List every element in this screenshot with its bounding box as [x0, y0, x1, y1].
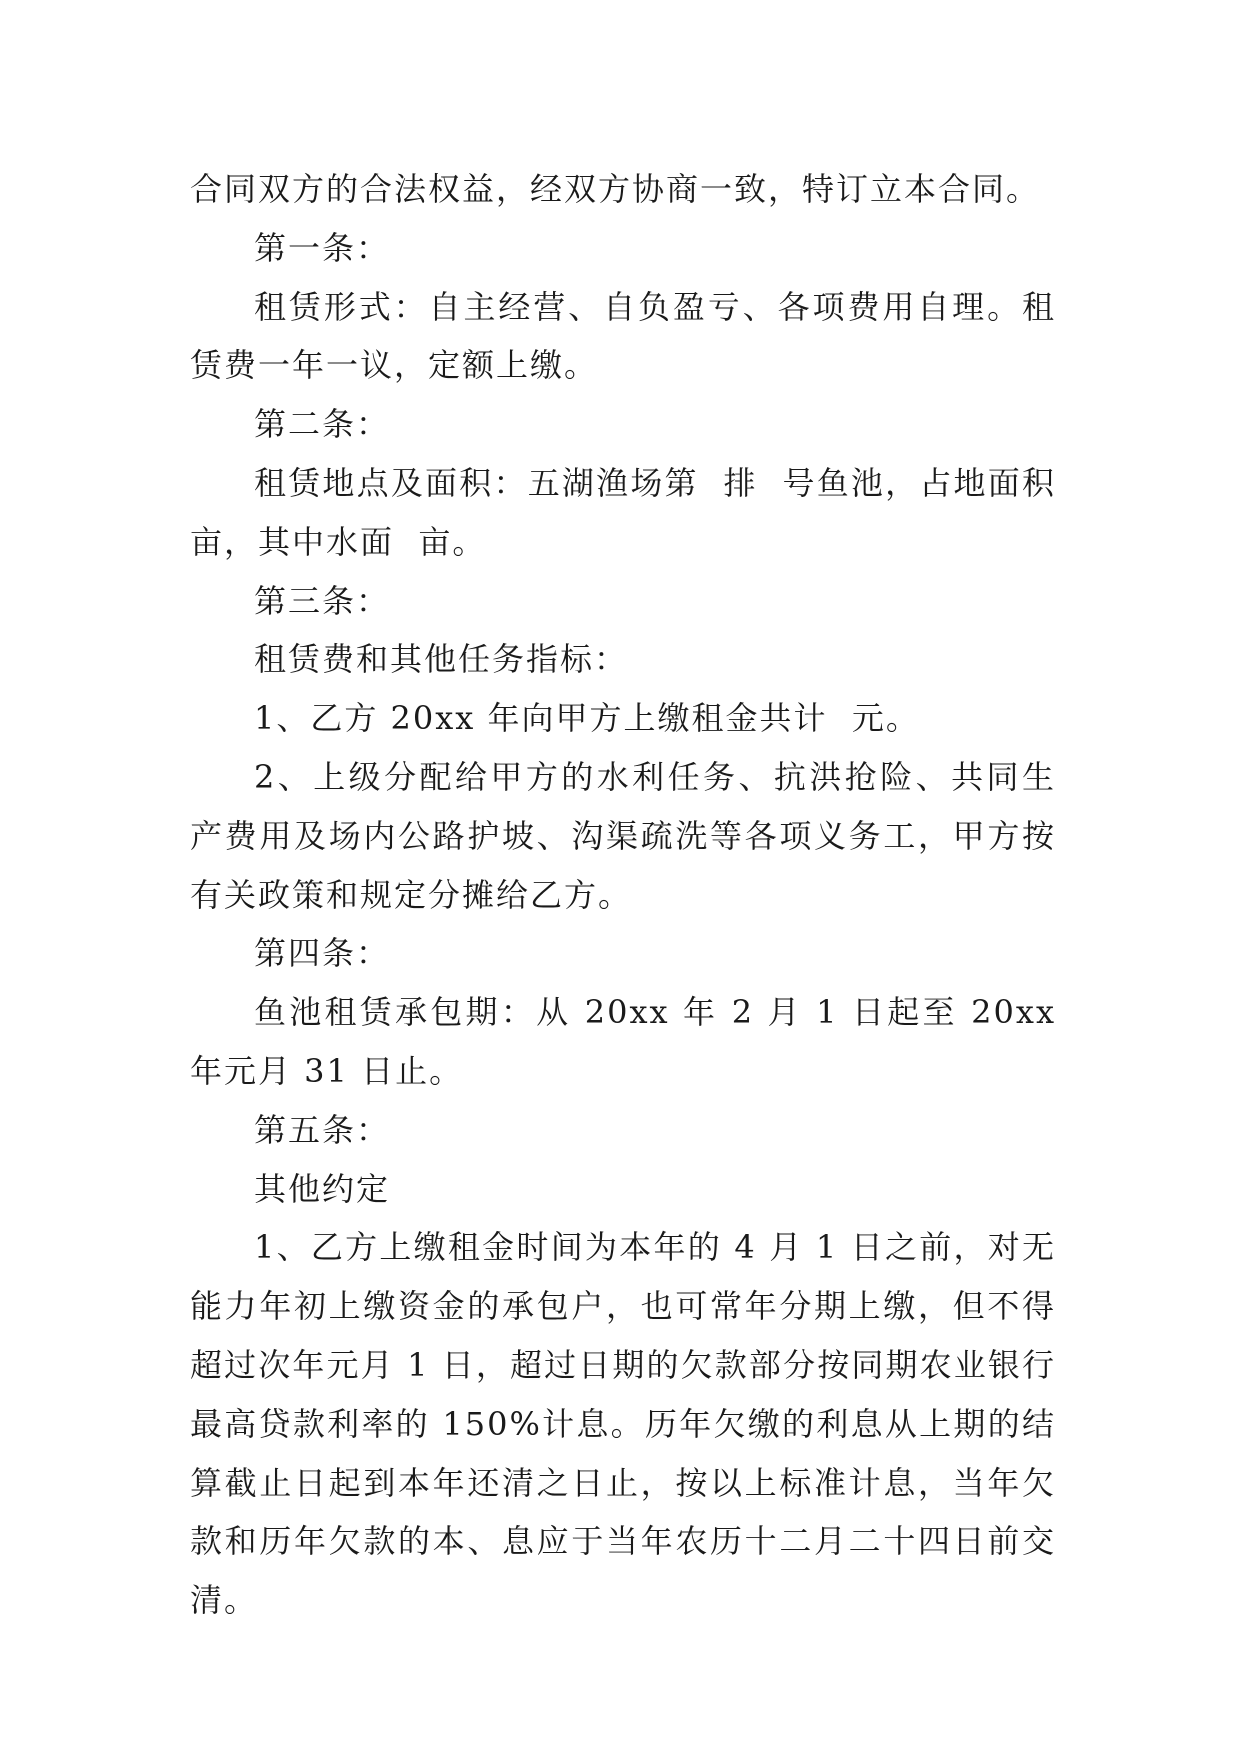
- lease-fee-item-1: 1、乙方 20xx 年向甲方上缴租金共计 元。: [254, 699, 920, 738]
- document-body: [190, 160, 1081, 1630]
- lease-form-paragraph: 租赁形式：自主经营、自负盈亏、各项费用自理。租赁费一年一议，定额上缴。: [190, 287, 1056, 385]
- other-terms-heading: 其他约定: [254, 1169, 391, 1208]
- lease-term-paragraph: 鱼池租赁承包期：从 20xx 年 2 月 1 日起至 20xx 年元月 31 日止。: [190, 993, 1069, 1090]
- article-2-heading: 第二条：: [254, 405, 391, 444]
- contract-preamble-paragraph: 合同双方的合法权益，经双方协商一致，特订立本合同。: [190, 170, 1041, 208]
- article-4-heading: 第四条：: [254, 934, 391, 973]
- article-3-heading: 第三条：: [254, 581, 391, 620]
- other-terms-item-1: 1、乙方上缴租金时间为本年的 4 月 1 日之前，对无能力年初上缴资金的承包户，也可常年分期上缴，但不得超过次年元月 1 日，超过日期的欠款部分按同期农业银行最高贷款利率的 150%计息。历年欠缴的利息从上期的结算截止日起到本年还清之日止，按以上标准计息，当年欠款和历年欠款的本、息应于当年农历十二月二十四日前交清。: [190, 1228, 1056, 1620]
- lease-fee-item-2: 2、上级分配给甲方的水利任务、抗洪抢险、共同生产费用及场内公路护坡、沟渠疏洗等各项义务工，甲方按有关政策和规定分摊给乙方。: [190, 757, 1056, 914]
- lease-fee-heading: 租赁费和其他任务指标：: [254, 640, 629, 679]
- lease-location-paragraph: 租赁地点及面积：五湖渔场第 排 号鱼池，占地面积 亩，其中水面 亩。: [190, 463, 1081, 561]
- article-5-heading: 第五条：: [254, 1110, 391, 1149]
- article-1-heading: 第一条：: [254, 228, 391, 267]
